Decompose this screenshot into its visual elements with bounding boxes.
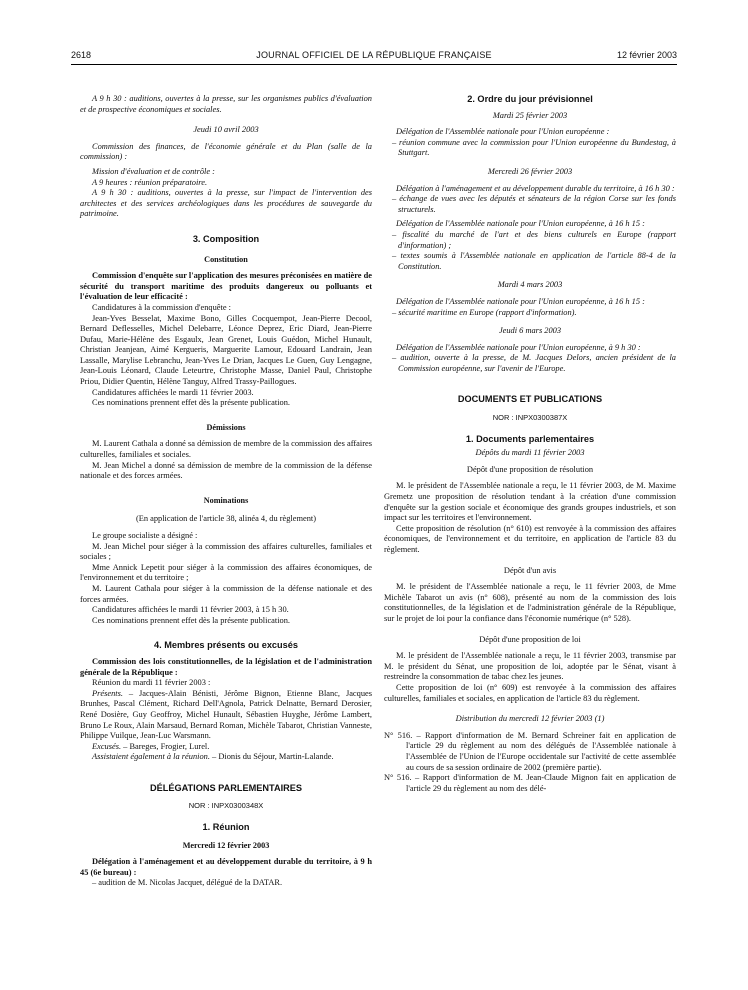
section-heading: 1. Documents parlementaires: [465, 433, 595, 444]
paragraph: Ces nominations prennent effet dès la présente publication.: [92, 398, 290, 408]
paragraph: – audition de M. Nicolas Jacquet, délégué de la DATAR.: [92, 878, 283, 888]
paragraph: Délégation à l'aménagement et au développement durable du territoire, à 16 h 30 :: [396, 183, 675, 193]
paragraph: Délégation de l'Assemblée nationale pour l'Union européenne, à 16 h 15 :: [396, 219, 645, 229]
paragraph: Ces nominations prennent effet dès la présente publication.: [92, 615, 290, 625]
left-column: [80, 94, 372, 889]
page-number: 2618: [71, 50, 92, 60]
section-heading: 1. Réunion: [202, 822, 250, 833]
list-item: N° 516. – Rapport d'information de M. Bernard Schreiner fait en application de l'article 29 du règlement au nom des délégués de l'Assemblée nationale à l'Assemblée de l'Union de l'Europe occidentale sur l'activité de cette assemblée au cours de sa session ordinaire de 2002 (première partie).: [384, 730, 676, 772]
paragraph: M. le président de l'Assemblée nationale a reçu, le 11 février 2003, de Mme Michèle Tabarot un avis (n° 608), présenté au nom de la commission des lois constitutionnelles, de la législation et de l'administration générale de la République, sur le projet de loi pour la confiance dans l'économie numérique (n° 528).: [384, 582, 676, 623]
subsection-heading: Dépôt d'une proposition de résolution: [466, 464, 594, 474]
journal-title: JOURNAL OFFICIEL DE LA RÉPUBLIQUE FRANÇAISE: [256, 50, 492, 60]
section-heading: DOCUMENTS ET PUBLICATIONS: [457, 394, 603, 405]
paragraph: Délégation de l'Assemblée nationale pour l'Union européenne, à 16 h 15 :: [396, 296, 645, 306]
paragraph: (En application de l'article 38, alinéa 4, du règlement): [135, 514, 317, 524]
presents-paragraph: Présents. – Jacques-Alain Bénisti, Jérôme Bignon, Etienne Blanc, Jacques Brunhes, Pascal Clément, Richard Dell'Agnola, Patrick Delnatte, Bernard Derosier, René Dosière, Guy Geoffroy, Michel Hunault, Sébastien Huyghe, Jérôme Lambert, Bruno Le Roux, Alain Marsaud, Bernard Roman, Michèle Tabarot, Christian Vanneste, Philippe Vuilque, Jean-Luc Warsmann.: [80, 688, 372, 741]
section-heading: 2. Ordre du jour prévisionnel: [467, 94, 593, 104]
list-item: – fiscalité du marché de l'art et des biens culturels en Europe (rapport d'information) ;: [392, 229, 676, 250]
commission-title: Commission d'enquête sur l'application des mesures préconisées en matière de sécurité du transport maritime des produits dangereux ou polluants et l'évaluation de leur efficacité :: [80, 271, 372, 302]
list-item: – sécurité maritime en Europe (rapport d'information).: [392, 307, 577, 317]
paragraph: Candidatures affichées le mardi 11 février 2003.: [92, 387, 254, 397]
list-item: – réunion commune avec la commission pour l'Union européenne du Bundestag, à Stuttgart.: [392, 137, 676, 158]
paragraph: Candidatures à la commission d'enquête :: [92, 302, 231, 312]
list-item: – échange de vues avec les députés et sénateurs de la région Corse sur les fonds structurels.: [392, 194, 676, 214]
paragraph: A 9 heures : réunion préparatoire.: [92, 177, 208, 187]
subsection-heading: Nominations: [203, 495, 249, 505]
paragraph: Cette proposition de loi (n° 609) est renvoyée à la commission des affaires culturelles, familiales et sociales, en application de l'article 83 du règlement.: [384, 682, 676, 703]
excuses-paragraph: Excusés. – Bareges, Frogier, Lurel.: [92, 741, 210, 751]
paragraph: Délégation de l'Assemblée nationale pour l'Union européenne, à 9 h 30 :: [396, 342, 641, 352]
date-heading: Distribution du mercredi 12 février 2003 (1): [455, 714, 605, 724]
paragraph: M. Jean Michel pour siéger à la commission des affaires culturelles, familiales et sociales ;: [80, 541, 372, 562]
nor-code: NOR : INPX0300348X: [188, 801, 264, 811]
paragraph: Réunion du mardi 11 février 2003 :: [92, 678, 211, 688]
assistaient-paragraph: Assistaient également à la réunion. – Dionis du Séjour, Martin-Lalande.: [92, 752, 334, 762]
paragraph: Mission d'évaluation et de contrôle :: [92, 166, 215, 176]
paragraph: Le groupe socialiste a désigné :: [92, 531, 198, 540]
section-heading: 4. Membres présents ou excusés: [153, 640, 298, 651]
paragraph: M. le président de l'Assemblée nationale a reçu, le 11 février 2003, transmise par M. le président du Sénat, une proposition de loi, adoptée par le Sénat, visant à restreindre la consommation de tabac chez les jeunes.: [384, 651, 676, 682]
subsection-heading: Constitution: [204, 254, 248, 264]
date-heading: Jeudi 10 avril 2003: [193, 125, 259, 135]
date-heading: Mercredi 12 février 2003: [182, 840, 270, 850]
paragraph: M. Jean Michel a donné sa démission de membre de la commission de la défense nationale et des forces armées.: [80, 460, 372, 481]
subsection-heading: Dépôt d'un avis: [503, 565, 557, 575]
names-list: Jean-Yves Besselat, Maxime Bono, Gilles Cocquempot, Jean-Pierre Decool, Bernard Deflesselles, Michel Delebarre, Léonce Deprez, Eric Diard, Jean-Pierre Dufau, Marie-Hélène des Esgaulx, Jean Grenet, Louis Guédon, Michel Hunault, Christian Jeanjean, Aimé Kergueris, Marguerite Lamour, Edouard Landrain, Jean Lassalle, Marylise Lebranchu, Jean-Yves Le Drian, Jacques Le Guen, Guy Lengagne, Jean-Louis Léonard, Claude Leteurtre, Christophe Masse, Daniel Paul, Christophe Priou, Didier Quentin, Hélène Tanguy, Alfred Trassy-Paillogues.: [80, 313, 372, 387]
date-heading: Jeudi 6 mars 2003: [498, 326, 562, 336]
issue-date: 12 février 2003: [616, 50, 677, 60]
paragraph: A 9 h 30 : auditions, ouvertes à la presse, sur les organismes publics d'évaluation et de prospective économiques et sociales.: [80, 94, 372, 114]
section-heading: 3. Composition: [192, 233, 260, 244]
commission-title: Délégation à l'aménagement et au développement durable du territoire, à 9 h 45 (6e bureau) :: [80, 857, 372, 877]
right-column: [384, 94, 676, 794]
paragraph: M. le président de l'Assemblée nationale a reçu, le 11 février 2003, de M. Maxime Gremetz une proposition de résolution tendant à la création d'une commission d'enquête sur la gestion sociale et économique des grands groupes industriels, et son impact sur les territoires et l'environnement.: [384, 481, 676, 523]
list-item: N° 516. – Rapport d'information de M. Jean-Claude Mignon fait en application de l'article 29 du règlement au nom des délé-: [384, 773, 676, 793]
subsection-heading: Dépôt d'une proposition de loi: [479, 634, 581, 644]
paragraph: Mme Annick Lepetit pour siéger à la commission des affaires économiques, de l'environnement et du territoire ;: [80, 562, 372, 583]
list-item: – audition, ouverte à la presse, de M. Jacques Delors, ancien président de la Commission européenne, sur l'avenir de l'Europe.: [392, 353, 676, 373]
date-heading: Dépôts du mardi 11 février 2003: [475, 448, 585, 458]
date-heading: Mardi 4 mars 2003: [497, 280, 563, 290]
paragraph: M. Laurent Cathala a donné sa démission de membre de la commission des affaires culturelles, familiales et sociales.: [80, 439, 372, 460]
section-heading: DÉLÉGATIONS PARLEMENTAIRES: [149, 782, 303, 793]
paragraph: M. Laurent Cathala pour siéger à la commission de la défense nationale et des forces armées.: [80, 583, 372, 604]
paragraph: Délégation de l'Assemblée nationale pour l'Union européenne :: [396, 127, 610, 137]
list-item: – textes soumis à l'Assemblée nationale en application de l'article 88-4 de la Constitution.: [392, 251, 676, 271]
nor-code: NOR : INPX0300387X: [492, 413, 568, 423]
paragraph: Candidatures affichées le mardi 11 février 2003, à 15 h 30.: [92, 605, 289, 615]
subsection-heading: Démissions: [206, 422, 246, 432]
date-heading: Mardi 25 février 2003: [492, 110, 568, 120]
paragraph: Commission des finances, de l'économie générale et du Plan (salle de la commission) :: [80, 141, 372, 162]
paragraph: Cette proposition de résolution (n° 610) est renvoyée à la commission des affaires économiques, de l'environnement et du territoire, en application de l'article 83 du règlement.: [384, 523, 676, 554]
paragraph: A 9 h 30 : auditions, ouvertes à la presse, sur l'impact de l'intervention des architectes et des services archéologiques dans les procédures de sauvegarde du patrimoine.: [80, 188, 372, 219]
header-rule: [71, 64, 677, 65]
commission-title: Commission des lois constitutionnelles, de la législation et de l'administration générale de la République :: [80, 656, 372, 677]
date-heading: Mercredi 26 février 2003: [487, 166, 573, 176]
